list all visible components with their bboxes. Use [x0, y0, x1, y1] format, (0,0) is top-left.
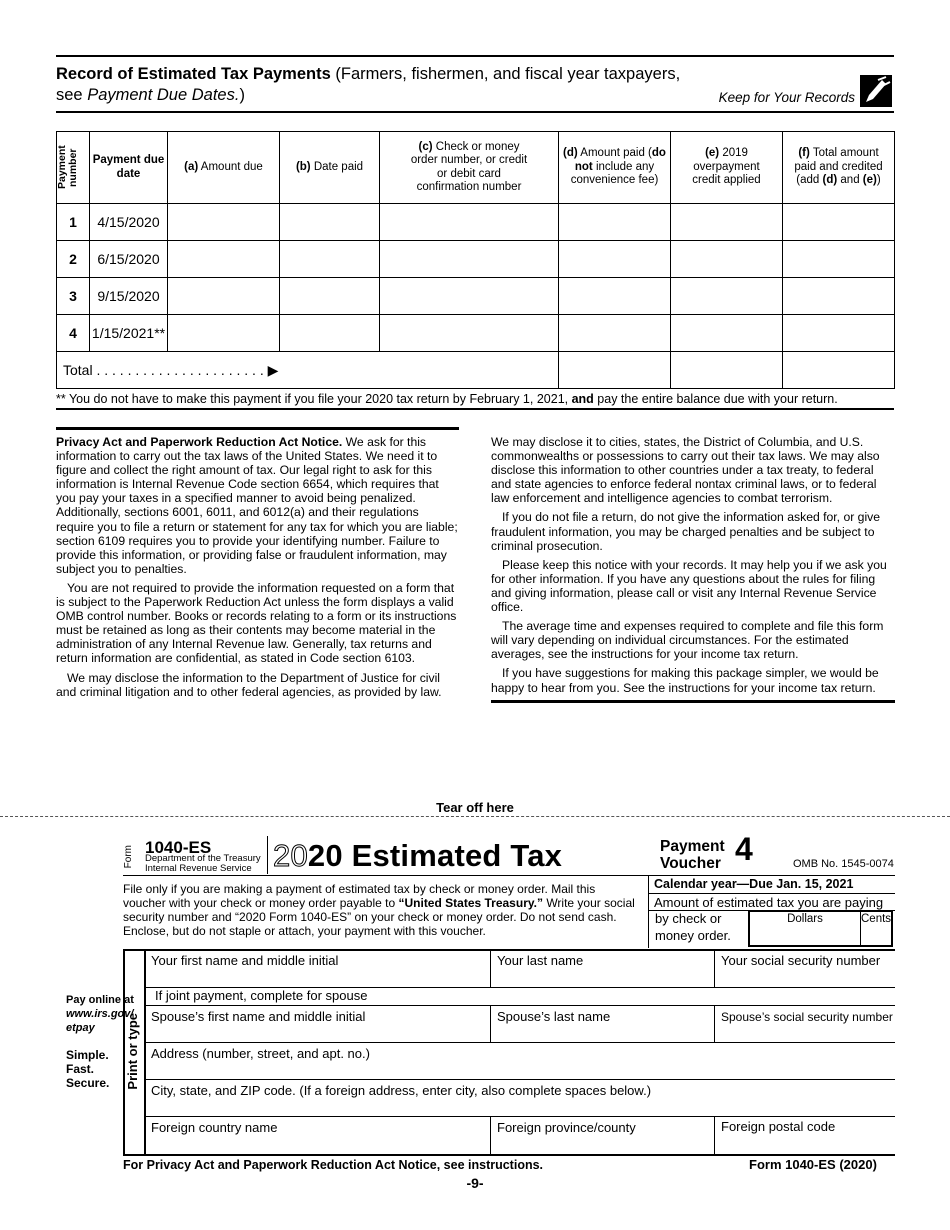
pen-icon	[860, 75, 892, 107]
row-number: 2	[57, 241, 90, 278]
cell-amount-paid[interactable]	[559, 204, 671, 241]
spouse-first-name-field[interactable]	[151, 1009, 486, 1040]
col-rule	[490, 1005, 491, 1042]
privacy-paragraph: Privacy Act and Paperwork Reduction Act Notice. We ask for this information to carry out the tax laws of the United States. We need it to figure and collect the right amount of tax. Our legal right to ask for this information is Internal Revenue Code section 6654, which requires that you pay your taxes in a specified manner to avoid being penalized. Additionally, sections 6001, 6011, and 6012(a) and their regulations require you to file a return or statement for any tax for which you are liable; section 6109 requires you to provide your identifying number. Failure to provide this information, or providing false or fraudulent information, may subject you to penalties.	[56, 435, 458, 576]
right-column-rule	[491, 700, 895, 703]
cell-amount-paid[interactable]	[559, 315, 671, 352]
form-word: Form	[123, 845, 134, 869]
page-number: -9-	[466, 1175, 484, 1191]
cell-overpayment[interactable]	[671, 315, 783, 352]
left-column-rule	[56, 427, 459, 430]
calendar-rule	[648, 893, 895, 894]
department: Department of the Treasury Internal Revenue Service	[145, 853, 261, 874]
cell-date-paid[interactable]	[280, 241, 380, 278]
calendar-year: Calendar year—Due Jan. 15, 2021	[654, 877, 854, 891]
tear-line	[0, 816, 950, 817]
foreign-country-field[interactable]	[151, 1120, 486, 1152]
cell-amount-paid[interactable]	[559, 278, 671, 315]
record-title: Record of Estimated Tax Payments (Farmers, fishermen, and fiscal year taxpayers, see Payment Due Dates.)	[56, 65, 681, 104]
cell-overpayment[interactable]	[671, 204, 783, 241]
header-c: (c) Check or money order number, or credit or debit card confirmation number	[380, 132, 559, 204]
cell-total-paid[interactable]	[783, 315, 895, 352]
privacy-paragraph: You are not required to provide the information requested on a form that is subject to the Paperwork Reduction Act unless the form displays a valid OMB control number. Books or records relating to a form or its instructions must be retained as long as their contents may become material in the administration of any Internal Revenue law. Generally, tax returns and return information are confidential, as stated in Code section 6103.	[56, 580, 457, 666]
cell-total-paid[interactable]	[783, 204, 895, 241]
city-state-zip-label: City, state, and ZIP code. (If a foreign address, enter city, also complete spaces below.)	[151, 1083, 652, 1098]
cell-check-number[interactable]	[380, 315, 559, 352]
print-or-type: Print or type	[125, 1013, 140, 1090]
grid-bottom-rule	[123, 1154, 895, 1156]
cell-date-paid[interactable]	[280, 278, 380, 315]
print-type-divider	[144, 949, 146, 1155]
privacy-paragraph: We may disclose it to cities, states, the District of Columbia, and U.S. commonwealths or possessions to carry out their tax laws. We may also disclose this information to other countries under a tax treaty, to federal and state agencies to enforce federal nontax criminal laws, or to federal law enforcement and intelligence agencies to combat terrorism.	[491, 435, 880, 506]
ssn-field[interactable]	[721, 953, 893, 985]
first-name-label: Your first name and middle initial	[151, 953, 339, 968]
address-label: Address (number, street, and apt. no.)	[151, 1046, 370, 1061]
table-header-row	[57, 132, 895, 204]
header-d: (d) Amount paid (do not include any convenience fee)	[559, 132, 671, 204]
cell-check-number[interactable]	[380, 241, 559, 278]
spouse-last-name-label: Spouse’s last name	[497, 1009, 611, 1024]
payments-table	[56, 131, 895, 389]
privacy-paragraph: Please keep this notice with your records. It may help you if we ask you for other information. If you have any questions about the rules for filing and giving information, please call or visit any Internal Revenue Service office.	[491, 557, 887, 615]
cell-overpayment[interactable]	[671, 241, 783, 278]
header-a: (a) Amount due	[168, 132, 280, 204]
title-divider	[267, 836, 268, 874]
col-rule	[714, 1005, 715, 1042]
row-number: 4	[57, 315, 90, 352]
cell-total-overpayment[interactable]	[671, 352, 783, 389]
header-e: (e) 2019 overpayment credit applied	[671, 132, 783, 204]
cell-total-paid[interactable]	[783, 278, 895, 315]
header-due-date: Payment due date	[90, 132, 168, 204]
foreign-postal-label: Foreign postal code	[721, 1119, 836, 1134]
foreign-province-label: Foreign province/county	[497, 1120, 636, 1135]
foreign-postal-field[interactable]	[721, 1119, 893, 1152]
row-number: 1	[57, 204, 90, 241]
table-row	[57, 241, 895, 278]
row-rule	[145, 1079, 895, 1080]
total-label: Total . . . . . . . . . . . . . . . . . . . . . . ▶	[57, 352, 559, 389]
cell-amount-paid[interactable]	[559, 241, 671, 278]
foreign-province-field[interactable]	[497, 1120, 709, 1152]
cell-check-number[interactable]	[380, 278, 559, 315]
by-check-label: by check or money order.	[655, 911, 731, 943]
cell-total-paid[interactable]	[783, 241, 895, 278]
col-rule	[714, 1116, 715, 1154]
amount-label: Amount of estimated tax you are paying	[654, 895, 884, 910]
col-rule	[490, 949, 491, 987]
total-row	[57, 352, 895, 389]
voucher-title: 2020 Estimated Tax	[273, 838, 563, 873]
table-row	[57, 315, 895, 352]
cell-date-paid[interactable]	[280, 315, 380, 352]
privacy-paragraph: If you do not file a return, do not give the information asked for, or give fraudulent information, you may be charged penalties and be subject to criminal prosecution.	[491, 510, 881, 553]
simple-fast-secure: Simple. Fast. Secure.	[66, 1048, 110, 1090]
spouse-last-name-field[interactable]	[497, 1009, 709, 1040]
voucher-rule	[123, 875, 895, 876]
last-name-label: Your last name	[497, 953, 584, 968]
joint-payment-label: If joint payment, complete for spouse	[155, 988, 368, 1003]
city-state-zip-field[interactable]	[151, 1083, 891, 1114]
spouse-ssn-label: Spouse’s social security number	[721, 1010, 893, 1024]
col-rule	[714, 949, 715, 987]
cell-amount-due[interactable]	[168, 315, 280, 352]
col-rule	[490, 1116, 491, 1154]
dollars-label: Dollars	[787, 913, 823, 925]
cell-total-credited[interactable]	[783, 352, 895, 389]
row-number: 3	[57, 278, 90, 315]
privacy-paragraph: We may disclose the information to the Department of Justice for civil and criminal litigation and to other federal agencies, as provided by law.	[56, 670, 442, 699]
cell-amount-due[interactable]	[168, 204, 280, 241]
footnote: ** You do not have to make this payment if you file your 2020 tax return by February 1, 2021, and pay the entire balance due with your return.	[56, 392, 838, 406]
spouse-first-name-label: Spouse’s first name and middle initial	[151, 1009, 366, 1024]
pay-online-note: Pay online at www.irs.gov/ etpay	[66, 994, 134, 1034]
foreign-country-label: Foreign country name	[151, 1120, 278, 1135]
header-b: (b) Date paid	[280, 132, 380, 204]
row-rule	[145, 1116, 895, 1117]
footnote-rule	[56, 408, 894, 410]
payment-voucher-label: Payment Voucher	[660, 838, 725, 872]
table-row	[57, 204, 895, 241]
grid-top-rule	[123, 949, 895, 951]
row-rule	[145, 1005, 895, 1006]
privacy-paragraph: If you have suggestions for making this package simpler, we would be happy to hear from you. See the instructions for your income tax return.	[491, 666, 879, 695]
cell-check-number[interactable]	[380, 204, 559, 241]
title-rule	[56, 111, 894, 113]
last-name-field[interactable]	[497, 953, 709, 985]
header-f: (f) Total amount paid and credited (add (d) and (e))	[783, 132, 895, 204]
form-number: 1040-ES	[145, 838, 212, 857]
first-name-field[interactable]	[151, 953, 486, 985]
cell-date-paid[interactable]	[280, 204, 380, 241]
row-due-date: 6/15/2020	[90, 241, 168, 278]
privacy-left-column	[56, 435, 460, 704]
cell-overpayment[interactable]	[671, 278, 783, 315]
form-footer-id: Form 1040-ES (2020)	[749, 1157, 877, 1172]
tear-off-label: Tear off here	[436, 800, 514, 815]
cell-amount-due[interactable]	[168, 278, 280, 315]
voucher-instructions: File only if you are making a payment of estimated tax by check or money order. Mail this voucher with your check or money order payable to “United States Treasury.” Write your social security number and “2020 Form 1040-ES” on your check or money order. Do not send cash. Enclose, but do not staple or attach, your payment with this voucher.	[123, 882, 635, 938]
address-field[interactable]	[151, 1046, 891, 1077]
row-due-date: 9/15/2020	[90, 278, 168, 315]
omb-number: OMB No. 1545-0074	[793, 858, 894, 870]
privacy-footer-note: For Privacy Act and Paperwork Reduction Act Notice, see instructions.	[123, 1158, 544, 1172]
row-due-date: 1/15/2021**	[90, 315, 168, 352]
cents-label: Cents	[861, 913, 892, 925]
keep-for-records: Keep for Your Records	[718, 90, 855, 105]
table-row	[57, 278, 895, 315]
amount-box-divider	[648, 875, 649, 948]
header-payment-number: Payment number	[57, 132, 90, 204]
payment-voucher-number: 4	[735, 831, 753, 867]
top-rule	[56, 55, 894, 57]
privacy-paragraph: The average time and expenses required to complete and file this form will vary depending on individual circumstances. For the estimated averages, see the instructions for your income tax return.	[491, 619, 884, 662]
row-due-date: 4/15/2020	[90, 204, 168, 241]
cell-amount-due[interactable]	[168, 241, 280, 278]
privacy-right-column	[491, 435, 895, 700]
spouse-ssn-field[interactable]	[721, 1010, 893, 1040]
cell-total-amount-paid[interactable]	[559, 352, 671, 389]
row-rule	[145, 1042, 895, 1043]
ssn-label: Your social security number	[721, 953, 881, 968]
